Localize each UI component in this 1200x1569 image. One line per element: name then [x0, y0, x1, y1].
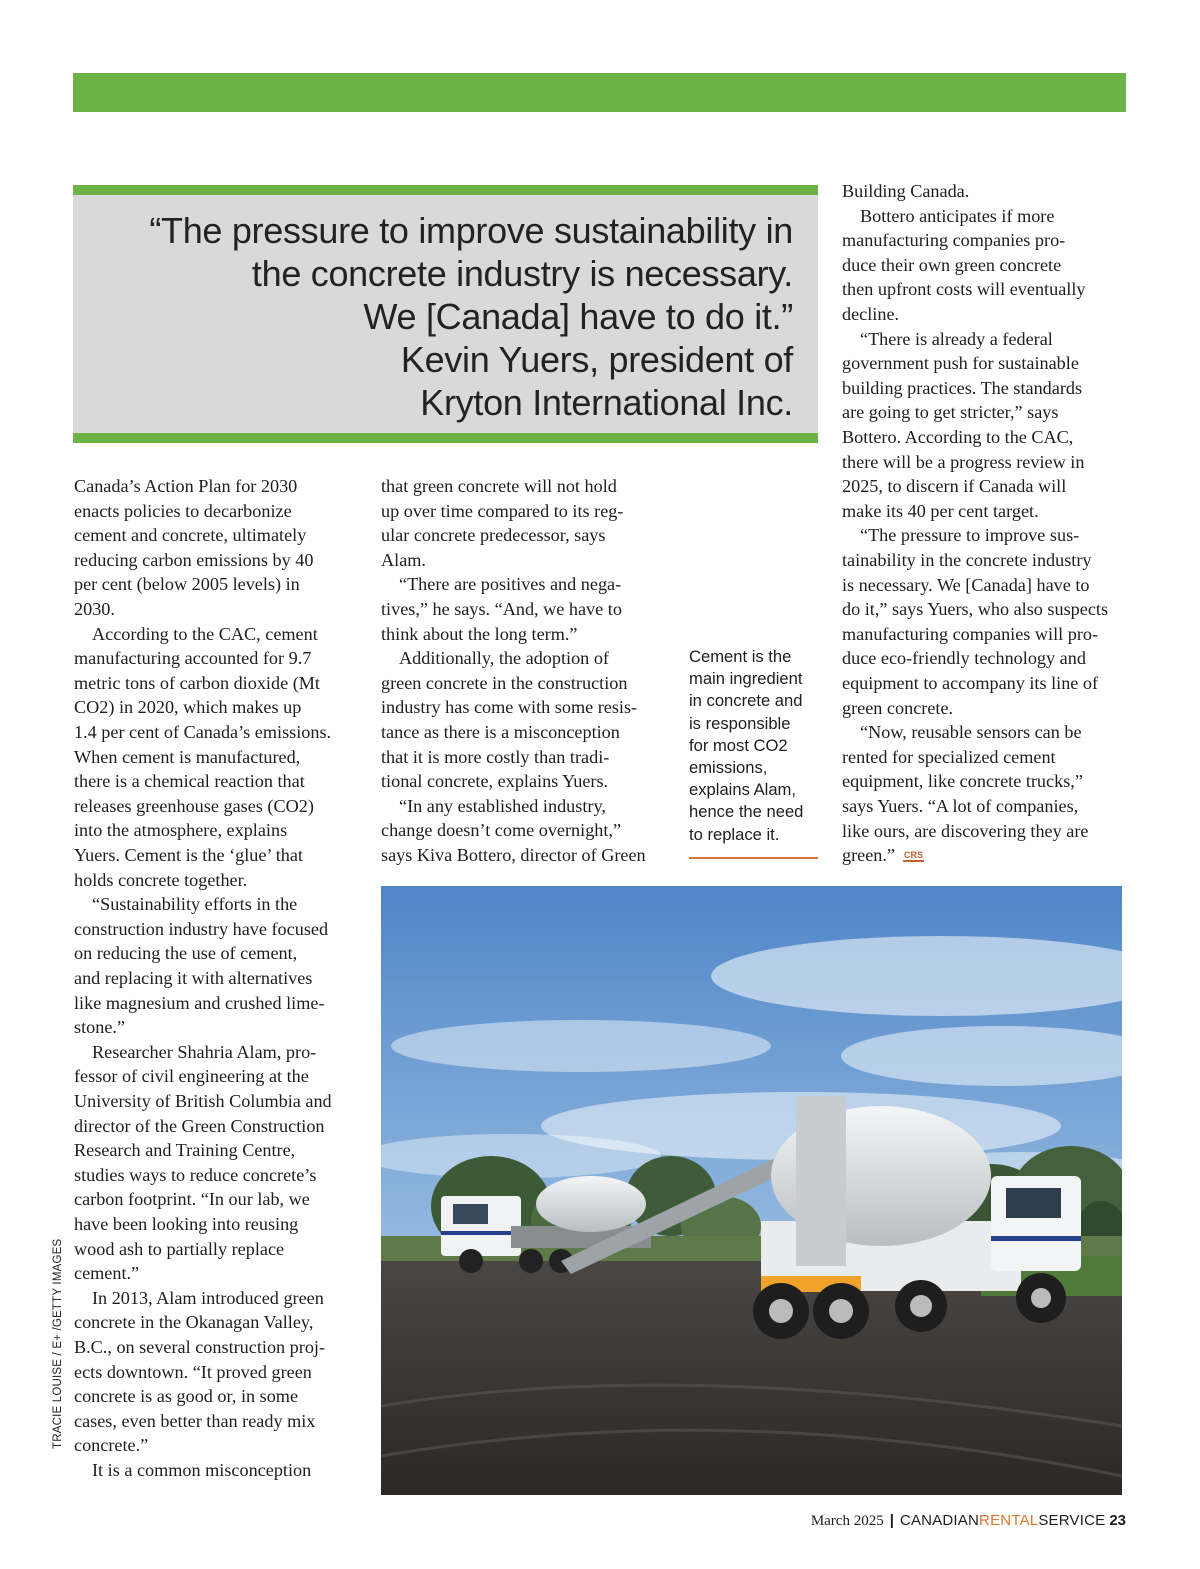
pull-quote-line: Kevin Yuers, president of: [400, 339, 793, 380]
body-line: into the atmosphere, explains: [74, 820, 288, 841]
body-line: 1.4 per cent of Canada’s emissions.: [74, 722, 332, 742]
body-line: wood ash to partially replace: [74, 1238, 285, 1259]
caption-rule: [689, 857, 818, 859]
body-line: manufacturing companies will pro-: [842, 623, 1099, 644]
magazine-name-part: RENTAL: [979, 1512, 1039, 1529]
body-line: cases, even better than ready mix: [74, 1410, 316, 1431]
body-line: holds concrete together.: [74, 869, 248, 890]
body-line: have been looking into reusing: [74, 1214, 299, 1234]
body-line: that green concrete will not hold: [381, 476, 617, 496]
body-line: says Yuers. “A lot of companies,: [842, 796, 1079, 816]
body-line: Researcher Shahria Alam, pro-: [92, 1041, 317, 1062]
body-line: equipment, like concrete trucks,”: [842, 771, 1083, 792]
body-line: CO2) in 2020, which makes up: [74, 697, 302, 718]
caption-line: is responsible: [689, 713, 791, 733]
body-line: “Sustainability efforts in the: [92, 894, 298, 915]
body-line: reducing carbon emissions by 40: [74, 549, 314, 570]
pull-quote-line: Kryton International Inc.: [420, 382, 793, 423]
body-line: government push for sustainable: [842, 353, 1079, 374]
body-line: then upfront costs will eventually: [842, 279, 1086, 300]
top-green-bar: [73, 73, 1126, 112]
body-line: building practices. The standards: [842, 377, 1083, 398]
caption-line: Cement is the: [689, 647, 792, 666]
body-line: on reducing the use of cement,: [74, 943, 298, 964]
body-line: tainability in the concrete industry: [842, 550, 1092, 570]
body-line: change doesn’t come overnight,”: [381, 820, 622, 841]
body-line: cement and concrete, ultimately: [74, 525, 307, 546]
body-line: concrete in the Okanagan Valley,: [74, 1312, 314, 1333]
body-line: industry has come with some resis-: [381, 697, 638, 718]
body-line: “In any established industry,: [399, 795, 606, 816]
body-line: Canada’s Action Plan for 2030: [74, 476, 298, 496]
caption-line: in concrete and: [689, 691, 803, 711]
body-line: manufacturing accounted for 9.7: [74, 648, 312, 669]
body-line: 2025, to discern if Canada will: [842, 476, 1067, 497]
body-line: are going to get stricter,” says: [842, 402, 1059, 423]
body-line: According to the CAC, cement: [92, 623, 318, 644]
body-line: green concrete.: [842, 697, 954, 718]
body-line: releases greenhouse gases (CO2): [74, 795, 314, 816]
crs-end-mark: CRS: [904, 850, 924, 861]
caption-line: hence the need: [689, 802, 804, 822]
body-line: “There is already a federal: [860, 328, 1053, 349]
body-line: decline.: [842, 304, 900, 324]
caption-line: to replace it.: [689, 824, 780, 844]
body-line: Yuers. Cement is the ‘glue’ that: [74, 845, 303, 865]
caption-line: explains Alam,: [689, 780, 796, 800]
body-line: think about the long term.”: [381, 623, 578, 644]
body-line: carbon footprint. “In our lab, we: [74, 1189, 310, 1210]
body-line: When cement is manufactured,: [74, 746, 301, 767]
photo-credit: TRACIE LOUISE / E+ /GETTY IMAGES: [52, 1238, 64, 1449]
body-line: In 2013, Alam introduced green: [92, 1287, 324, 1308]
body-line: per cent (below 2005 levels) in: [74, 574, 300, 595]
body-line: Research and Training Centre,: [74, 1140, 296, 1161]
body-line: do it,” says Yuers, who also suspects: [842, 599, 1109, 620]
body-line: “There are positives and nega-: [399, 574, 622, 595]
body-line: “The pressure to improve sus-: [860, 525, 1080, 546]
magazine-name: [900, 1512, 1105, 1529]
body-line: studies ways to reduce concrete’s: [74, 1164, 317, 1185]
body-line: cement.”: [74, 1263, 140, 1284]
body-line: Additionally, the adoption of: [399, 648, 609, 669]
caption-line: emissions,: [689, 758, 768, 778]
page-footer: [811, 1512, 1126, 1530]
page-number: 23: [1109, 1512, 1126, 1529]
caption-line: main ingredient: [689, 669, 803, 689]
concrete-trucks-photo: [381, 886, 1122, 1495]
body-line: B.C., on several construction proj-: [74, 1337, 326, 1357]
body-line: like magnesium and crushed lime-: [74, 992, 325, 1013]
body-line: tional concrete, explains Yuers.: [381, 771, 609, 792]
photo-caption: [689, 646, 819, 846]
body-line: tives,” he says. “And, we have to: [381, 599, 622, 619]
pull-quote-line: the concrete industry is necessary.: [251, 253, 793, 294]
body-line: and replacing it with alternatives: [74, 968, 313, 988]
body-line: It is a common misconception: [92, 1460, 312, 1480]
body-line: rented for specialized cement: [842, 746, 1056, 767]
body-line: is necessary. We [Canada] have to: [842, 574, 1090, 595]
body-line: 2030.: [74, 599, 115, 619]
pull-quote-line: We [Canada] have to do it.”: [363, 296, 793, 337]
body-line: duce their own green concrete: [842, 254, 1062, 275]
body-line-text: green.”: [842, 845, 896, 866]
body-line: tance as there is a misconception: [381, 722, 620, 742]
body-line-last: [842, 843, 924, 868]
body-line: construction industry have focused: [74, 918, 329, 939]
body-line: like ours, are discovering they are: [842, 820, 1089, 841]
magazine-name-part: CANADIAN: [899, 1512, 980, 1529]
body-line: up over time compared to its reg-: [381, 500, 624, 521]
body-line: concrete.”: [74, 1435, 149, 1456]
body-line: enacts policies to decarbonize: [74, 500, 292, 521]
body-line: ular concrete predecessor, says: [381, 525, 606, 546]
body-line: that it is more costly than tradi-: [381, 746, 610, 767]
footer-separator: |: [889, 1512, 894, 1529]
body-line: stone.”: [74, 1017, 126, 1038]
caption-line: for most CO2: [689, 735, 788, 755]
body-line: Building Canada.: [842, 181, 970, 201]
body-line: green concrete in the construction: [381, 672, 628, 693]
body-line: Alam.: [381, 549, 426, 570]
issue-date: March 2025: [810, 1513, 884, 1529]
body-line: fessor of civil engineering at the: [74, 1066, 309, 1087]
pull-quote: [73, 185, 818, 443]
body-line: director of the Green Construction: [74, 1115, 325, 1136]
body-line: metric tons of carbon dioxide (Mt: [74, 672, 320, 693]
body-line: manufacturing companies pro-: [842, 230, 1066, 251]
body-line: “Now, reusable sensors can be: [860, 722, 1082, 743]
pull-quote-line: “The pressure to improve sustainability in: [149, 210, 793, 251]
body-line: equipment to accompany its line of: [842, 673, 1099, 693]
body-line: duce eco-friendly technology and: [842, 648, 1086, 669]
magazine-name-part: SERVICE: [1038, 1512, 1106, 1529]
body-line: Bottero. According to the CAC,: [842, 427, 1074, 447]
body-line: ects downtown. “It proved green: [74, 1361, 312, 1382]
body-line: says Kiva Bottero, director of Green: [381, 845, 646, 865]
body-line: there is a chemical reaction that: [74, 771, 305, 792]
body-line: Bottero anticipates if more: [860, 205, 1055, 226]
body-line: there will be a progress review in: [842, 451, 1085, 472]
body-line: concrete is as good or, in some: [74, 1386, 299, 1407]
body-line: make its 40 per cent target.: [842, 500, 1039, 521]
body-line: University of British Columbia and: [74, 1091, 332, 1111]
